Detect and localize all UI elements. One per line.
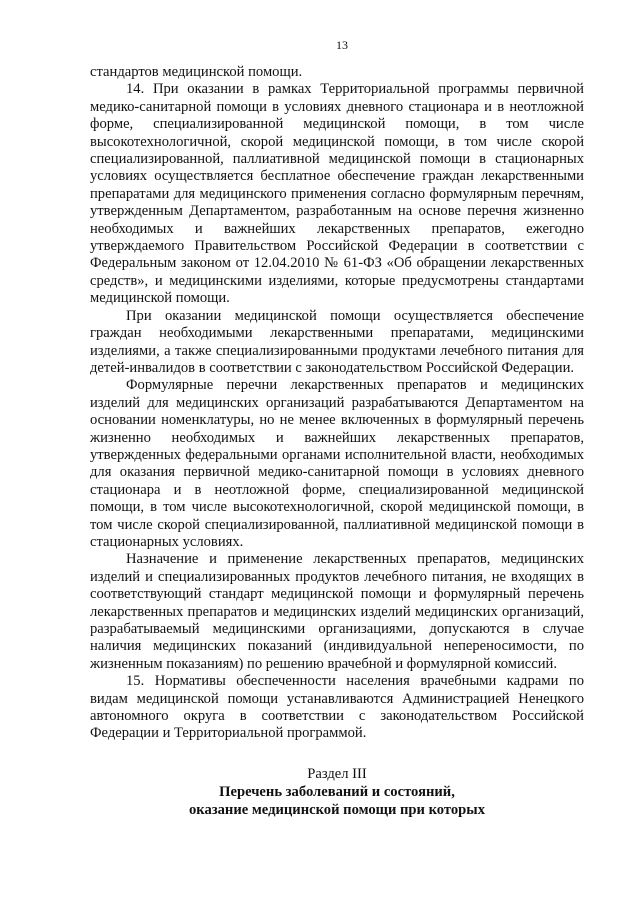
section-label: Раздел III (307, 765, 367, 782)
section-title-line-1: Перечень заболеваний и состояний, (219, 783, 455, 800)
page-number: 13 (336, 38, 348, 52)
paragraph: стандартов медицинской помощи. (90, 64, 303, 80)
paragraph: При оказании медицинской помощи осуществляется обеспечение граждан необходимыми лекарственными препаратами, медицинскими изделиями, а также специализированными продуктами лечебного питания для детей-инвалидов в соответствии с законодательством Российской Федерации. (90, 307, 584, 376)
paragraph: Назначение и применение лекарственных препаратов, медицинских изделий и специализированных продуктов лечебного питания, не входящих в соответствующий стандарт медицинской помощи и формулярный перечень лекарственных препаратов и медицинских изделий медицинских организаций, разрабатываемый медицинскими организациями, допускаются в случае наличия медицинских показаний (индивидуальной непереносимости, по жизненным показаниям) по решению врачебной и формулярной комиссий. (90, 551, 584, 672)
paragraph: 15. Нормативы обеспеченности населения врачебными кадрами по видам медицинской помощи устанавливаются Администрацией Ненецкого автономного округа в соответствии с законодательством Российской Федерации и Территориальной программой. (90, 673, 584, 742)
body-text (90, 64, 584, 743)
section-heading (90, 765, 584, 819)
paragraph: Формулярные перечни лекарственных препаратов и медицинских изделий для медицинских организаций разрабатываются Департаментом на основании номенклатуры, но не менее включенных в формулярный перечень жизненно необходимых и важнейших лекарственных препаратов, утвержденных федеральными органами исполнительной власти, необходимых для оказания первичной медико-санитарной помощи в условиях дневного стационара и в неотложной форме, специализированной медицинской помощи, в том числе высокотехнологичной, скорой медицинской помощи, в том числе скорой специализированной, паллиативной медицинской помощи в стационарных условиях. (90, 377, 584, 550)
paragraph: 14. При оказании в рамках Территориальной программы первичной медико-санитарной помощи в условиях дневного стационара и в неотложной форме, специализированной медицинской помощи, в том числе высокотехнологичной, скорой медицинской помощи, в том числе скорой специализированной, паллиативной медицинской помощи в стационарных условиях осуществляется бесплатное обеспечение граждан лекарственными препаратами для медицинского применения согласно формулярным перечням, утвержденным Департаментом, разработанным на основе перечня жизненно необходимых и важнейших лекарственных препаратов, ежегодно утверждаемого Правительством Российской Федерации в соответствии с Федеральным законом от 12.04.2010 № 61-ФЗ «Об обращении лекарственных средств», и медицинскими изделиями, которые предусмотрены стандартами медицинской помощи. (90, 81, 584, 307)
section-title-line-2: оказание медицинской помощи при которых (188, 801, 485, 818)
